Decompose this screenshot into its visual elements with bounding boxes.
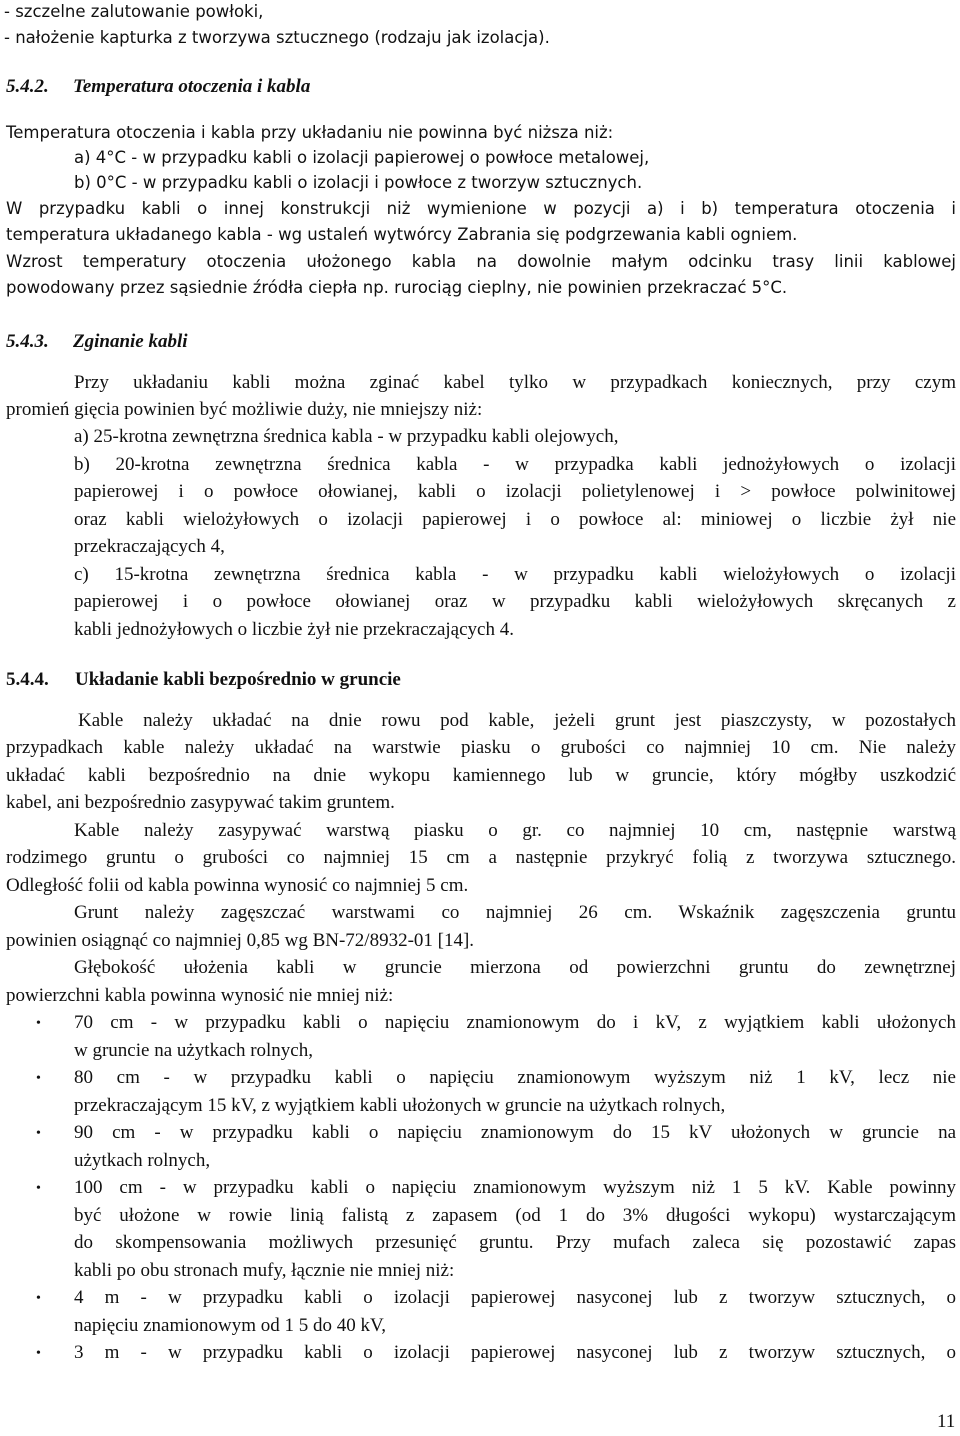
paragraph-line: powinien osiągnąć co najmniej 0,85 wg BN-72/8932-01 [14]. [6, 930, 475, 951]
list-item-continuation: być ułożone w rowie linią falistą z zapasem (od 1 do 3% długości wykopu) wystarczającym [74, 1205, 956, 1226]
paragraph-line: powodowany przez sąsiednie źródła ciepła np. rurociąg cieplny, nie powinien przekraczać 5°C. [6, 278, 788, 297]
list-item: 4 m - w przypadku kabli o izolacji papierowej nasyconej lub z tworzyw sztucznych, o [74, 1287, 956, 1308]
section-title: Układanie kabli bezpośrednio w gruncie [75, 669, 401, 690]
paragraph-line: a) 25-krotna zewnętrzna średnica kabla - w przypadku kabli olejowych, [74, 426, 619, 447]
paragraph-line: Grunt należy zagęszczać warstwami co najmniej 26 cm. Wskaźnik zagęszczenia gruntu [74, 902, 956, 923]
list-item: 70 cm - w przypadku kabli o napięciu znamionowym do i kV, z wyjątkiem kabli ułożonych [74, 1012, 956, 1033]
paragraph-line: kabli jednożyłowych o liczbie żył nie przekraczających 4. [74, 619, 514, 640]
section-title: Zginanie kabli [73, 331, 188, 352]
intro-list-item: - szczelne zalutowanie powłoki, [4, 2, 264, 21]
paragraph-line: papierowej i o powłoce ołowianej oraz w przypadku kabli wielożyłowych skręcanych z [74, 591, 956, 612]
bullet-icon: • [36, 1126, 41, 1141]
list-item: 80 cm - w przypadku kabli o napięciu znamionowym wyższym niż 1 kV, lecz nie [74, 1067, 956, 1088]
section-number: 5.4.3. [6, 331, 49, 352]
list-item: 100 cm - w przypadku kabli o napięciu znamionowym wyższym niż 1 5 kV. Kable powinny [74, 1177, 956, 1198]
list-item-continuation: przekraczającym 15 kV, z wyjątkiem kabli ułożonych w gruncie na użytkach rolnych, [74, 1095, 726, 1116]
paragraph-line: Temperatura otoczenia i kabla przy układaniu nie powinna być niższa niż: [6, 123, 614, 142]
paragraph-line: b) 20-krotna zewnętrzna średnica kabla - w przypadka kabli jednożyłowych o izolacji [74, 454, 956, 475]
list-item: 90 cm - w przypadku kabli o napięciu znamionowym do 15 kV ułożonych w gruncie na [74, 1122, 956, 1143]
paragraph-line: a) 4°C - w przypadku kabli o izolacji papierowej o powłoce metalowej, [74, 148, 650, 167]
list-item-continuation: w gruncie na użytkach rolnych, [74, 1040, 313, 1061]
bullet-icon: • [36, 1071, 41, 1086]
paragraph-line: papierowej i o powłoce ołowianej, kabli o izolacji polietylenowej i > powłoce polwinitowej [74, 481, 956, 502]
paragraph-line: rodzimego gruntu o grubości co najmniej 15 cm a następnie przykryć folią z tworzywa sztucznego. [6, 847, 956, 868]
paragraph-line: przypadkach kable należy układać na warstwie piasku o grubości co najmniej 10 cm. Nie należy [6, 737, 956, 758]
paragraph-line: Głębokość ułożenia kabli w gruncie mierzona od powierzchni gruntu do zewnętrznej [74, 957, 956, 978]
paragraph-line: Kable należy układać na dnie rowu pod kable, jeżeli grunt jest piaszczysty, w pozostałych [78, 710, 956, 731]
paragraph-line: W przypadku kabli o innej konstrukcji niż wymienione w pozycji a) i b) temperatura otoczenia i [6, 199, 956, 218]
paragraph-line: układać kabli bezpośrednio na dnie wykopu kamiennego lub w gruncie, który mógłby uszkodzić [6, 765, 956, 786]
paragraph-line: temperatura układanego kabla - wg ustaleń wytwórcy Zabrania się podgrzewania kabli ogniem. [6, 225, 798, 244]
paragraph-line: Odległość folii od kabla powinna wynosić co najmniej 5 cm. [6, 875, 469, 896]
paragraph-line: Wzrost temperatury otoczenia ułożonego kabla na dowolnie małym odcinku trasy linii kablowej [6, 252, 956, 271]
paragraph-line: oraz kabli wielożyłowych o izolacji papierowej i o powłoce al: miniowej o liczbie żył nie [74, 509, 956, 530]
bullet-icon: • [36, 1016, 41, 1031]
list-item-continuation: do skompensowania możliwych przesunięć gruntu. Przy mufach zaleca się pozostawić zapas [74, 1232, 956, 1253]
paragraph-line: promień gięcia powinien być możliwie duży, nie mniejszy niż: [6, 399, 483, 420]
paragraph-line: przekraczających 4, [74, 536, 225, 557]
section-title: Temperatura otoczenia i kabla [73, 76, 311, 97]
page-number: 11 [937, 1411, 956, 1432]
paragraph-line: b) 0°C - w przypadku kabli o izolacji i powłoce z tworzyw sztucznych. [74, 173, 643, 192]
section-number: 5.4.2. [6, 76, 49, 97]
section-number: 5.4.4. [6, 669, 49, 690]
bullet-icon: • [36, 1291, 41, 1306]
list-item-continuation: napięciu znamionowym od 1 5 do 40 kV, [74, 1315, 387, 1336]
paragraph-line: c) 15-krotna zewnętrzna średnica kabla - w przypadku kabli wielożyłowych o izolacji [74, 564, 956, 585]
bullet-icon: • [36, 1346, 41, 1361]
intro-list-item: - nałożenie kapturka z tworzywa sztucznego (rodzaju jak izolacja). [4, 28, 550, 47]
list-item-continuation: użytkach rolnych, [74, 1150, 211, 1171]
paragraph-line: powierzchni kabla powinna wynosić nie mniej niż: [6, 985, 394, 1006]
list-item-continuation: kabli po obu stronach mufy, łącznie nie mniej niż: [74, 1260, 455, 1281]
paragraph-line: Przy układaniu kabli można zginać kabel tylko w przypadkach koniecznych, przy czym [74, 372, 956, 393]
bullet-icon: • [36, 1181, 41, 1196]
list-item: 3 m - w przypadku kabli o izolacji papierowej nasyconej lub z tworzyw sztucznych, o [74, 1342, 956, 1363]
paragraph-line: kabel, ani bezpośrednio zasypywać takim gruntem. [6, 792, 395, 813]
paragraph-line: Kable należy zasypywać warstwą piasku o gr. co najmniej 10 cm, następnie warstwą [74, 820, 956, 841]
